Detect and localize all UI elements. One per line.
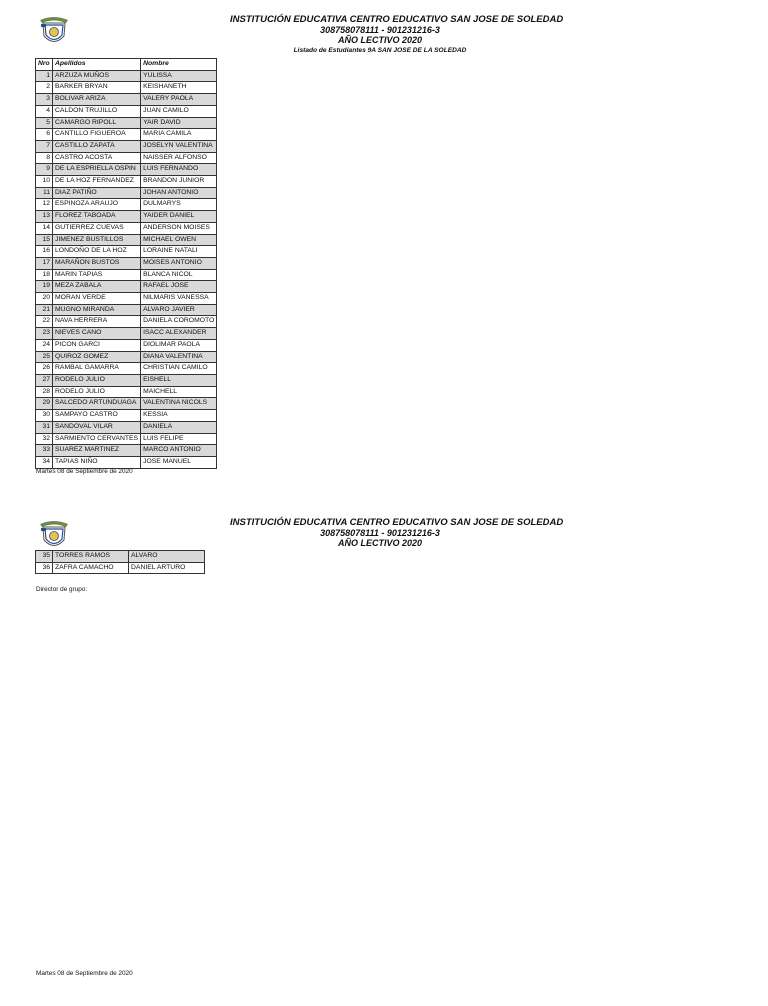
cell-nombre: BLANCA NICOL [141, 269, 217, 281]
table-row [36, 456, 217, 468]
table-row [36, 316, 217, 328]
cell-apellidos: ARZUZA MUÑOS [53, 70, 141, 82]
students-table-continued [35, 550, 205, 574]
cell-apellidos: FLOREZ TABOADA [53, 211, 141, 223]
table-row [36, 269, 217, 281]
table-row [36, 246, 217, 258]
cell-apellidos: BOLIVAR ARIZA [53, 94, 141, 106]
cell-apellidos: CANTILLO FIGUEROA [53, 129, 141, 141]
cell-nombre: JUAN CAMILO [141, 105, 217, 117]
cell-nro: 23 [36, 328, 53, 340]
cell-apellidos: SAMPAYO CASTRO [53, 410, 141, 422]
table-row [36, 105, 217, 117]
table-row [36, 304, 217, 316]
cell-nombre: DANIELA [141, 421, 217, 433]
table-row [36, 140, 217, 152]
cell-nro: 21 [36, 304, 53, 316]
cell-apellidos: MARIN TAPIAS [53, 269, 141, 281]
cell-nombre: ALVARO JAVIER [141, 304, 217, 316]
list-title: Listado de Estudiantes 9A SAN JOSE DE LA SOLEDAD [293, 47, 467, 54]
cell-nombre: JOSE MANUEL [141, 456, 217, 468]
cell-nro: 18 [36, 269, 53, 281]
document-header [230, 517, 564, 548]
cell-nro: 22 [36, 316, 53, 328]
cell-nombre: MICHAEL OWEN [141, 234, 217, 246]
cell-nombre: DANIELA COROMOTO [141, 316, 217, 328]
academic-year: AÑO LECTIVO 2020 [337, 35, 423, 45]
cell-nro: 11 [36, 187, 53, 199]
table-row [36, 363, 217, 375]
cell-apellidos: RODELO JULIO [53, 386, 141, 398]
cell-nro: 12 [36, 199, 53, 211]
cell-apellidos: SUAREZ MARTINEZ [53, 445, 141, 457]
footer-print-date: Martes 08 de Septiembre de 2020 [36, 970, 133, 977]
school-crest-icon [36, 518, 72, 552]
table-row [36, 117, 217, 129]
cell-nombre: YAIR DAVID [141, 117, 217, 129]
cell-apellidos: MORAN VERDE [53, 293, 141, 305]
students-table [35, 58, 217, 469]
cell-nro: 9 [36, 164, 53, 176]
table-header-row [36, 59, 217, 71]
group-director-label: Director de grupo: [36, 586, 88, 593]
table-row [36, 82, 217, 94]
table-row [36, 222, 217, 234]
institution-name: INSTITUCIÓN EDUCATIVA CENTRO EDUCATIVO SAN JOSE DE SOLEDAD [230, 14, 564, 25]
header-nombre: Nombre [141, 59, 217, 71]
cell-nombre: JOHAN ANTONIO [141, 187, 217, 199]
cell-nombre: VALERY PAOLA [141, 94, 217, 106]
table-row [36, 187, 217, 199]
cell-nro: 6 [36, 129, 53, 141]
cell-nro: 5 [36, 117, 53, 129]
cell-nro: 1 [36, 70, 53, 82]
cell-apellidos: RODELO JULIO [53, 374, 141, 386]
print-date: Martes 08 de Septiembre de 2020 [36, 468, 133, 475]
table-body [36, 551, 205, 574]
cell-nro: 30 [36, 410, 53, 422]
cell-apellidos: RAMBAL GAMARRA [53, 363, 141, 375]
school-crest-icon [36, 14, 72, 48]
cell-nombre: LORAINE NATALI [141, 246, 217, 258]
cell-nro: 14 [36, 222, 53, 234]
cell-nro: 15 [36, 234, 53, 246]
cell-nro: 19 [36, 281, 53, 293]
table-row [36, 551, 205, 563]
cell-nro: 25 [36, 351, 53, 363]
cell-nro: 20 [36, 293, 53, 305]
cell-nro: 10 [36, 176, 53, 188]
cell-nombre: MARCO ANTONIO [141, 445, 217, 457]
cell-nro: 28 [36, 386, 53, 398]
cell-nro: 27 [36, 374, 53, 386]
cell-apellidos: SARMIENTO CERVANTES [53, 433, 141, 445]
cell-apellidos: GUTIERREZ CUEVAS [53, 222, 141, 234]
cell-apellidos: BARKER BRYAN [53, 82, 141, 94]
table-row [36, 94, 217, 106]
table-row [36, 328, 217, 340]
cell-apellidos: JIMENEZ BUSTILLOS [53, 234, 141, 246]
cell-nombre: LUIS FERNANDO [141, 164, 217, 176]
cell-apellidos: DE LA HOZ FERNANDEZ [53, 176, 141, 188]
cell-apellidos: NAVA HERRERA [53, 316, 141, 328]
document-header [230, 14, 564, 45]
cell-nro: 36 [36, 562, 53, 574]
cell-nombre: ANDERSON MOISES [141, 222, 217, 234]
cell-nombre: KEISHANETH [141, 82, 217, 94]
cell-nro: 24 [36, 339, 53, 351]
cell-apellidos: TORRES RAMOS [53, 551, 129, 563]
cell-nombre: MOISES ANTONIO [141, 257, 217, 269]
cell-nombre: LUIS FELIPE [141, 433, 217, 445]
cell-nro: 32 [36, 433, 53, 445]
cell-nombre: KESSIA [141, 410, 217, 422]
cell-nro: 16 [36, 246, 53, 258]
header-nro: Nro [36, 59, 53, 71]
cell-apellidos: LONDOÑO DE LA HOZ [53, 246, 141, 258]
cell-nombre: MARIA CAMILA [141, 129, 217, 141]
cell-nro: 35 [36, 551, 53, 563]
table-row [36, 281, 217, 293]
table-row [36, 176, 217, 188]
institution-codes: 308758078111 - 901231216-3 [320, 528, 440, 538]
cell-apellidos: NIEVES CANO [53, 328, 141, 340]
cell-nombre: JOSELYN VALENTINA [141, 140, 217, 152]
cell-nombre: NAISSER ALFONSO [141, 152, 217, 164]
table-row [36, 152, 217, 164]
cell-apellidos: SANDOVAL VILAR [53, 421, 141, 433]
cell-nombre: YAIDER DANIEL [141, 211, 217, 223]
cell-nro: 13 [36, 211, 53, 223]
cell-nombre: DIANA VALENTINA [141, 351, 217, 363]
cell-apellidos: DE LA ESPRIELLA OSPIN [53, 164, 141, 176]
cell-nombre: MAICHELL [141, 386, 217, 398]
cell-nombre: NILMARIS VANESSA [141, 293, 217, 305]
table-row [36, 257, 217, 269]
cell-apellidos: DIAZ PATIÑO [53, 187, 141, 199]
cell-nro: 4 [36, 105, 53, 117]
cell-apellidos: ZAFRA CAMACHO [53, 562, 129, 574]
table-row [36, 211, 217, 223]
header-apellidos: Apellidos [53, 59, 141, 71]
cell-nombre: ALVARO [129, 551, 205, 563]
cell-apellidos: CALDON TRUJILLO [53, 105, 141, 117]
cell-apellidos: SALCEDO ARTUNDUAGA [53, 398, 141, 410]
cell-apellidos: MARAÑON BUSTOS [53, 257, 141, 269]
cell-nombre: CHRISTIAN CAMILO [141, 363, 217, 375]
table-row [36, 293, 217, 305]
cell-nro: 8 [36, 152, 53, 164]
table-row [36, 562, 205, 574]
cell-nro: 26 [36, 363, 53, 375]
cell-nro: 29 [36, 398, 53, 410]
academic-year: AÑO LECTIVO 2020 [337, 538, 423, 548]
table-row [36, 445, 217, 457]
cell-nombre: EISHELL [141, 374, 217, 386]
cell-nro: 31 [36, 421, 53, 433]
table-row [36, 410, 217, 422]
cell-nombre: VALENTINA NICOLS [141, 398, 217, 410]
institution-name: INSTITUCIÓN EDUCATIVA CENTRO EDUCATIVO SAN JOSE DE SOLEDAD [230, 517, 564, 528]
table-row [36, 129, 217, 141]
table-row [36, 234, 217, 246]
cell-nombre: DULMARYS [141, 199, 217, 211]
cell-nombre: ISACC ALEXANDER [141, 328, 217, 340]
cell-nro: 3 [36, 94, 53, 106]
table-row [36, 398, 217, 410]
cell-apellidos: CAMARGO RIPOLL [53, 117, 141, 129]
cell-nro: 34 [36, 456, 53, 468]
table-body [36, 70, 217, 468]
cell-apellidos: QUIROZ GOMEZ [53, 351, 141, 363]
table-row [36, 199, 217, 211]
table-row [36, 70, 217, 82]
table-row [36, 164, 217, 176]
table-row [36, 433, 217, 445]
cell-nro: 33 [36, 445, 53, 457]
cell-apellidos: TAPIAS NIÑO [53, 456, 141, 468]
cell-apellidos: CASTILLO ZAPATA [53, 140, 141, 152]
cell-apellidos: MUGNO MIRANDA [53, 304, 141, 316]
cell-nombre: DANIEL ARTURO [129, 562, 205, 574]
cell-apellidos: MEZA ZABALA [53, 281, 141, 293]
institution-codes: 308758078111 - 901231216-3 [320, 25, 440, 35]
table-row [36, 421, 217, 433]
table-row [36, 374, 217, 386]
table-row [36, 339, 217, 351]
cell-nro: 7 [36, 140, 53, 152]
cell-nombre: YULISSA [141, 70, 217, 82]
cell-nro: 2 [36, 82, 53, 94]
cell-nombre: RAFAEL JOSE [141, 281, 217, 293]
cell-nro: 17 [36, 257, 53, 269]
cell-apellidos: CASTRO ACOSTA [53, 152, 141, 164]
cell-nombre: BRANDON JUNIOR [141, 176, 217, 188]
table-row [36, 351, 217, 363]
cell-apellidos: ESPINOZA ARAUJO [53, 199, 141, 211]
cell-apellidos: PICON GARCI [53, 339, 141, 351]
table-row [36, 386, 217, 398]
cell-nombre: DIOLIMAR PAOLA [141, 339, 217, 351]
